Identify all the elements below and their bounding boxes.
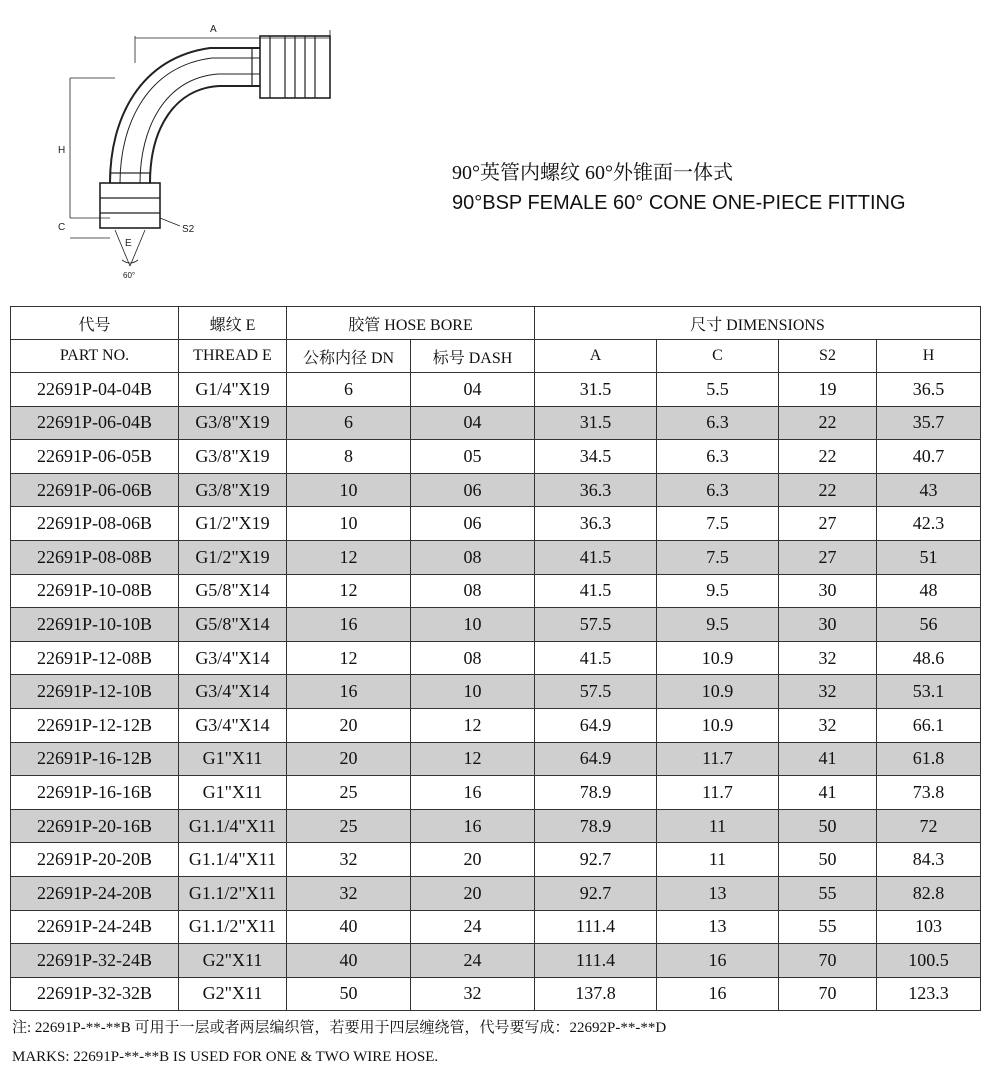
cell-a: 41.5 xyxy=(535,641,657,675)
cell-part-no: 22691P-04-04B xyxy=(11,373,179,407)
cell-s2: 30 xyxy=(779,608,877,642)
header-dash: 标号 DASH xyxy=(411,340,535,373)
cell-h: 56 xyxy=(877,608,981,642)
cell-dn: 40 xyxy=(287,910,411,944)
cell-h: 100.5 xyxy=(877,944,981,978)
title-block xyxy=(452,158,906,218)
title-chinese: 90°英管内螺纹 60°外锥面一体式 xyxy=(452,162,733,184)
cell-a: 64.9 xyxy=(535,708,657,742)
cell-part-no: 22691P-24-20B xyxy=(11,876,179,910)
cell-thread: G3/8"X19 xyxy=(179,473,287,507)
cell-h: 82.8 xyxy=(877,876,981,910)
dim-s2-label: S2 xyxy=(182,224,195,235)
cell-c: 7.5 xyxy=(657,540,779,574)
cell-dn: 25 xyxy=(287,776,411,810)
cell-part-no: 22691P-16-16B xyxy=(11,776,179,810)
header-s2: S2 xyxy=(779,340,877,373)
cell-dash: 16 xyxy=(411,809,535,843)
header-dimensions: 尺寸 DIMENSIONS xyxy=(535,307,981,340)
cell-a: 36.3 xyxy=(535,507,657,541)
cell-c: 11 xyxy=(657,809,779,843)
cell-part-no: 22691P-12-10B xyxy=(11,675,179,709)
title-english: 90°BSP FEMALE 60° CONE ONE-PIECE FITTING xyxy=(452,192,906,214)
cell-s2: 70 xyxy=(779,944,877,978)
cell-dash: 06 xyxy=(411,473,535,507)
cell-a: 137.8 xyxy=(535,977,657,1011)
header-thread-cn: 螺纹 E xyxy=(179,307,287,340)
cell-thread: G1"X11 xyxy=(179,776,287,810)
cell-a: 78.9 xyxy=(535,776,657,810)
cell-part-no: 22691P-32-24B xyxy=(11,944,179,978)
cell-dash: 24 xyxy=(411,910,535,944)
cell-h: 84.3 xyxy=(877,843,981,877)
cell-part-no: 22691P-20-16B xyxy=(11,809,179,843)
cell-thread: G1/2"X19 xyxy=(179,540,287,574)
table-row xyxy=(11,608,981,642)
cell-part-no: 22691P-06-05B xyxy=(11,440,179,474)
cell-a: 34.5 xyxy=(535,440,657,474)
cell-part-no: 22691P-06-04B xyxy=(11,406,179,440)
cell-part-no: 22691P-20-20B xyxy=(11,843,179,877)
table-row xyxy=(11,708,981,742)
cell-thread: G1.1/2"X11 xyxy=(179,910,287,944)
cell-h: 73.8 xyxy=(877,776,981,810)
cell-s2: 22 xyxy=(779,406,877,440)
table-row xyxy=(11,910,981,944)
header-thread-e: THREAD E xyxy=(179,340,287,373)
cell-s2: 32 xyxy=(779,675,877,709)
cell-thread: G3/4"X14 xyxy=(179,641,287,675)
cell-dash: 08 xyxy=(411,540,535,574)
cell-a: 64.9 xyxy=(535,742,657,776)
cell-c: 9.5 xyxy=(657,608,779,642)
cell-thread: G2"X11 xyxy=(179,944,287,978)
cell-dn: 25 xyxy=(287,809,411,843)
cell-h: 36.5 xyxy=(877,373,981,407)
cell-thread: G1.1/4"X11 xyxy=(179,809,287,843)
cell-dash: 24 xyxy=(411,944,535,978)
cell-dash: 16 xyxy=(411,776,535,810)
cell-dn: 6 xyxy=(287,406,411,440)
header-a: A xyxy=(535,340,657,373)
table-row xyxy=(11,843,981,877)
table-row xyxy=(11,540,981,574)
specification-table xyxy=(10,306,981,1011)
dim-a-label: A xyxy=(210,24,217,35)
header-h: H xyxy=(877,340,981,373)
cell-dash: 05 xyxy=(411,440,535,474)
cell-s2: 19 xyxy=(779,373,877,407)
table-row xyxy=(11,944,981,978)
table-row xyxy=(11,809,981,843)
cell-h: 66.1 xyxy=(877,708,981,742)
cell-dash: 04 xyxy=(411,406,535,440)
cell-dn: 12 xyxy=(287,574,411,608)
cell-a: 78.9 xyxy=(535,809,657,843)
cell-dash: 04 xyxy=(411,373,535,407)
cell-h: 42.3 xyxy=(877,507,981,541)
cell-dn: 16 xyxy=(287,608,411,642)
cell-c: 10.9 xyxy=(657,708,779,742)
cell-thread: G1/4"X19 xyxy=(179,373,287,407)
table-row xyxy=(11,440,981,474)
cell-h: 103 xyxy=(877,910,981,944)
cell-a: 41.5 xyxy=(535,574,657,608)
dim-c-label: C xyxy=(58,222,66,233)
cell-c: 5.5 xyxy=(657,373,779,407)
cell-h: 35.7 xyxy=(877,406,981,440)
cell-dn: 40 xyxy=(287,944,411,978)
table-row xyxy=(11,507,981,541)
table-row xyxy=(11,977,981,1011)
cell-h: 72 xyxy=(877,809,981,843)
cell-s2: 32 xyxy=(779,708,877,742)
cell-part-no: 22691P-16-12B xyxy=(11,742,179,776)
cell-dash: 20 xyxy=(411,876,535,910)
cell-a: 57.5 xyxy=(535,608,657,642)
cell-thread: G1.1/2"X11 xyxy=(179,876,287,910)
cell-c: 11 xyxy=(657,843,779,877)
cell-dash: 20 xyxy=(411,843,535,877)
table-row xyxy=(11,641,981,675)
cell-dash: 10 xyxy=(411,675,535,709)
cell-a: 92.7 xyxy=(535,876,657,910)
cell-thread: G1.1/4"X11 xyxy=(179,843,287,877)
cell-thread: G3/8"X19 xyxy=(179,406,287,440)
cell-c: 13 xyxy=(657,876,779,910)
cell-s2: 41 xyxy=(779,742,877,776)
cell-dn: 8 xyxy=(287,440,411,474)
cell-dash: 08 xyxy=(411,641,535,675)
cell-s2: 27 xyxy=(779,540,877,574)
cell-s2: 32 xyxy=(779,641,877,675)
table-row xyxy=(11,675,981,709)
note-chinese: 注: 22691P-**-**B 可用于一层或者两层编织管，若要用于四层缠绕管，代号要写成：22692P-**-**D xyxy=(12,1020,667,1036)
cell-dn: 10 xyxy=(287,473,411,507)
cell-dash: 08 xyxy=(411,574,535,608)
table-row xyxy=(11,473,981,507)
cell-part-no: 22691P-06-06B xyxy=(11,473,179,507)
table-row xyxy=(11,574,981,608)
cell-thread: G5/8"X14 xyxy=(179,608,287,642)
dim-h-label: H xyxy=(58,145,66,156)
cell-dash: 12 xyxy=(411,742,535,776)
header-code-cn: 代号 xyxy=(11,307,179,340)
table-body xyxy=(11,373,981,1011)
cell-dash: 06 xyxy=(411,507,535,541)
table-row xyxy=(11,776,981,810)
cell-s2: 22 xyxy=(779,473,877,507)
cell-a: 31.5 xyxy=(535,406,657,440)
cell-part-no: 22691P-24-24B xyxy=(11,910,179,944)
cell-c: 10.9 xyxy=(657,675,779,709)
cell-dn: 32 xyxy=(287,876,411,910)
cell-a: 111.4 xyxy=(535,910,657,944)
cell-part-no: 22691P-10-08B xyxy=(11,574,179,608)
cell-s2: 30 xyxy=(779,574,877,608)
cell-s2: 70 xyxy=(779,977,877,1011)
note-english: MARKS: 22691P-**-**B IS USED FOR ONE & TWO WIRE HOSE. xyxy=(12,1049,439,1065)
cell-c: 7.5 xyxy=(657,507,779,541)
cell-h: 40.7 xyxy=(877,440,981,474)
cell-dn: 10 xyxy=(287,507,411,541)
cell-c: 16 xyxy=(657,944,779,978)
dim-e-label: E xyxy=(125,238,132,249)
cell-a: 57.5 xyxy=(535,675,657,709)
cell-h: 123.3 xyxy=(877,977,981,1011)
cell-h: 53.1 xyxy=(877,675,981,709)
cell-a: 36.3 xyxy=(535,473,657,507)
cell-a: 92.7 xyxy=(535,843,657,877)
header-hose-bore: 胶管 HOSE BORE xyxy=(287,307,535,340)
cell-dash: 12 xyxy=(411,708,535,742)
cell-dn: 12 xyxy=(287,641,411,675)
cell-dn: 32 xyxy=(287,843,411,877)
cell-c: 6.3 xyxy=(657,440,779,474)
cell-a: 31.5 xyxy=(535,373,657,407)
header-part-no: PART NO. xyxy=(11,340,179,373)
table-row xyxy=(11,406,981,440)
header-c: C xyxy=(657,340,779,373)
cell-thread: G2"X11 xyxy=(179,977,287,1011)
cell-h: 61.8 xyxy=(877,742,981,776)
cell-h: 48.6 xyxy=(877,641,981,675)
cell-c: 6.3 xyxy=(657,406,779,440)
cell-c: 13 xyxy=(657,910,779,944)
cell-part-no: 22691P-08-08B xyxy=(11,540,179,574)
cell-s2: 55 xyxy=(779,910,877,944)
cell-thread: G3/8"X19 xyxy=(179,440,287,474)
cell-thread: G1"X11 xyxy=(179,742,287,776)
cell-part-no: 22691P-12-08B xyxy=(11,641,179,675)
cell-a: 111.4 xyxy=(535,944,657,978)
header-dn: 公称内径 DN xyxy=(287,340,411,373)
cell-thread: G3/4"X14 xyxy=(179,675,287,709)
cell-c: 11.7 xyxy=(657,776,779,810)
cell-dn: 20 xyxy=(287,742,411,776)
table-row xyxy=(11,876,981,910)
cell-dash: 10 xyxy=(411,608,535,642)
cell-s2: 22 xyxy=(779,440,877,474)
cell-c: 11.7 xyxy=(657,742,779,776)
cell-dn: 12 xyxy=(287,540,411,574)
angle-label: 60° xyxy=(123,271,136,280)
cell-thread: G5/8"X14 xyxy=(179,574,287,608)
cell-h: 48 xyxy=(877,574,981,608)
cell-s2: 55 xyxy=(779,876,877,910)
cell-part-no: 22691P-08-06B xyxy=(11,507,179,541)
cell-thread: G3/4"X14 xyxy=(179,708,287,742)
cell-s2: 27 xyxy=(779,507,877,541)
cell-s2: 41 xyxy=(779,776,877,810)
cell-dn: 20 xyxy=(287,708,411,742)
cell-dn: 50 xyxy=(287,977,411,1011)
cell-part-no: 22691P-32-32B xyxy=(11,977,179,1011)
cell-part-no: 22691P-12-12B xyxy=(11,708,179,742)
cell-h: 51 xyxy=(877,540,981,574)
cell-dash: 32 xyxy=(411,977,535,1011)
cell-c: 9.5 xyxy=(657,574,779,608)
cell-c: 10.9 xyxy=(657,641,779,675)
cell-c: 6.3 xyxy=(657,473,779,507)
fitting-drawing xyxy=(40,8,340,286)
table-row xyxy=(11,373,981,407)
cell-s2: 50 xyxy=(779,809,877,843)
cell-h: 43 xyxy=(877,473,981,507)
cell-dn: 6 xyxy=(287,373,411,407)
cell-c: 16 xyxy=(657,977,779,1011)
table-row xyxy=(11,742,981,776)
cell-dn: 16 xyxy=(287,675,411,709)
cell-a: 41.5 xyxy=(535,540,657,574)
cell-s2: 50 xyxy=(779,843,877,877)
cell-part-no: 22691P-10-10B xyxy=(11,608,179,642)
cell-thread: G1/2"X19 xyxy=(179,507,287,541)
